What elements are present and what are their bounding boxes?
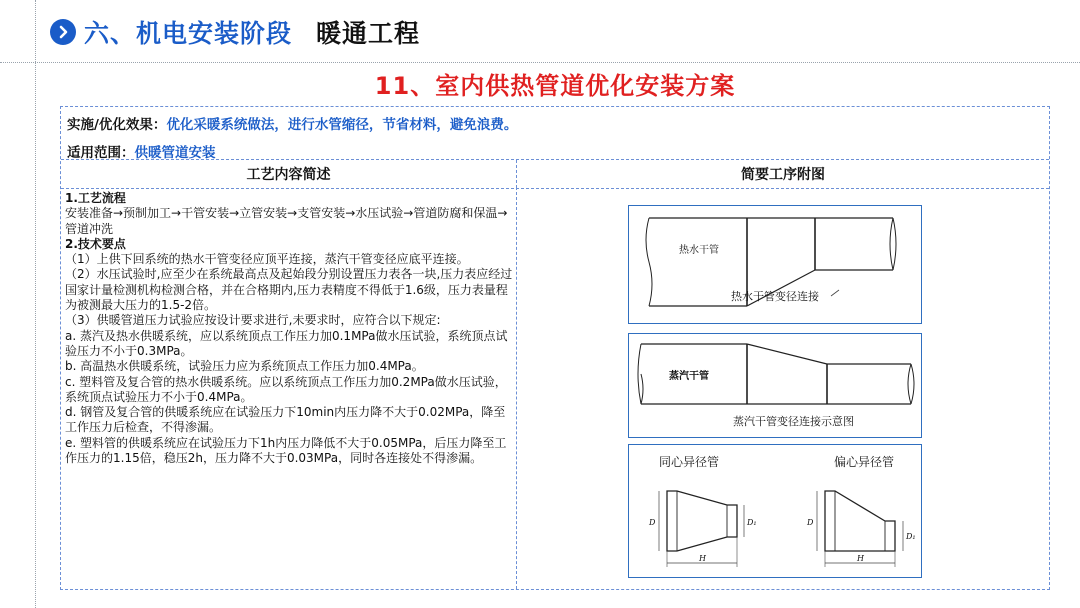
figure-hot-water-reducer — [628, 205, 922, 324]
fig1-caption: 热水干管变径连接 — [731, 290, 819, 303]
fig1-pipe-label: 热水干管 — [679, 245, 719, 256]
dim-d-left: D — [649, 518, 656, 527]
fig3-eccentric-title: 偏心异径管 — [834, 455, 895, 469]
dim-h-left: H — [699, 554, 706, 563]
figure-steam-reducer — [628, 333, 922, 438]
figure-reducer-types — [628, 444, 922, 578]
dim-h-right: H — [857, 554, 864, 563]
rule-a: a. 蒸汽及热水供暖系统，应以系统顶点工作压力加0.1MPa做水压试验，系统顶点试验压力不小于0.3MPa。 — [65, 328, 508, 358]
rule-d: d. 钢管及复合管的供暖系统应在试验压力下10min内压力降不大于0.02MPa，降至工作压力后检查，不得渗漏。 — [65, 405, 506, 435]
process-flow-text: 安装准备→预制加工→干管安装→立管安装→支管安装→水压试验→管道防腐和保温→管道冲洗 — [65, 206, 508, 236]
column-divider — [516, 187, 517, 589]
dim-d-right: D — [807, 518, 814, 527]
process-content — [65, 191, 513, 466]
heading-technical-points: 2.技术要点 — [65, 236, 126, 251]
point-2: （2）水压试验时,应至少在系统最高点及起始段分别设置压力表各一块,压力表应经过国家计量检测机构检测合格，并在合格期内,压力表精度不得低于1.6级，压力表量程为被测最大压力的1.5-2倍。 — [65, 267, 513, 313]
main-title: 11、室内供热管道优化安装方案 — [374, 72, 736, 100]
point-1: （1）上供下回系统的热水干管变径应顶平连接，蒸汽干管变径应底平连接。 — [65, 252, 469, 267]
eccentric-reducer-drawing — [806, 491, 916, 567]
top-guide-line — [0, 62, 1080, 63]
dim-d1-left: D₁ — [747, 518, 757, 527]
left-guide-line — [35, 0, 36, 608]
rule-b: b. 高温热水供暖系统，试验压力应为系统顶点工作压力加0.4MPa。 — [65, 359, 424, 374]
scope-value: 供暖管道安装 — [134, 145, 216, 161]
concentric-reducer-drawing — [648, 491, 757, 567]
heading-process-flow: 1.工艺流程 — [65, 191, 126, 205]
hot-water-reducer-diagram — [629, 206, 921, 323]
point-3: （3）供暖管道压力试验应按设计要求进行,未要求时，应符合以下规定: — [65, 313, 441, 328]
reducer-types-diagram — [629, 445, 921, 577]
scope-label: 适用范围： — [67, 145, 135, 161]
effect-value: 优化采暖系统做法，进行水管缩径，节省材料，避免浪费。 — [166, 117, 518, 133]
column-header-figures: 简要工序附图 — [741, 167, 825, 183]
sub-title: 暖通工程 — [316, 19, 421, 48]
rule-c: c. 塑料管及复合管的热水供暖系统。应以系统顶点工作压力加0.2MPa做水压试验，系统顶点试验压力不小于0.4MPa。 — [65, 374, 507, 404]
chevron-right-circle-icon — [50, 19, 76, 45]
fig2-pipe-label: 蒸汽干管 — [669, 371, 709, 382]
page-header — [50, 14, 420, 50]
content-frame — [60, 106, 1050, 590]
effect-row — [67, 113, 517, 133]
fig3-concentric-title: 同心异径管 — [659, 455, 720, 469]
dim-d1-right: D₁ — [906, 532, 916, 541]
fig2-caption: 蒸汽干管变径连接示意图 — [733, 415, 854, 428]
section-title: 六、机电安装阶段 — [84, 19, 293, 48]
scope-row — [67, 141, 216, 161]
effect-label: 实施/优化效果： — [67, 117, 167, 133]
table-header — [61, 159, 1049, 189]
column-header-process: 工艺内容简述 — [61, 160, 517, 188]
steam-reducer-diagram — [629, 334, 921, 437]
rule-e: e. 塑料管的供暖系统应在试验压力下1h内压力降低不大于0.05MPa，后压力降至工作压力的1.15倍，稳压2h，压力降不大于0.03MPa，同时各连接处不得渗漏。 — [65, 435, 507, 466]
